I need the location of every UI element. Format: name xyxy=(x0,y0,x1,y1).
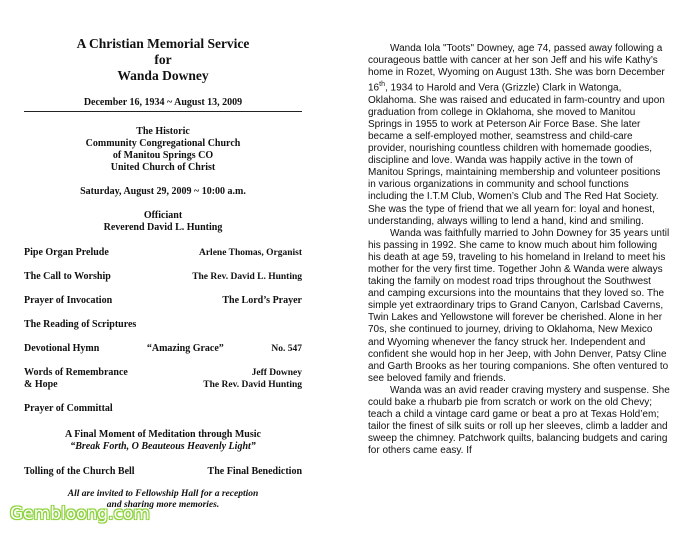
reception-invitation: All are invited to Fellowship Hall for a reception and sharing more memories. xyxy=(67,489,259,510)
hymn-number: No. 547 xyxy=(271,344,302,354)
program-item-scriptures: The Reading of Scriptures xyxy=(24,319,137,330)
officiant: Officiant Reverend David L. Hunting xyxy=(103,210,223,233)
church-name: The Historic Community Congregational Church of Manitou Springs CO United Church of Christ xyxy=(85,126,241,173)
program-item-church-bell: Tolling of the Church Bell The Final Benediction xyxy=(24,466,302,477)
program-title: A Christian Memorial Service for Wanda Downey xyxy=(76,36,250,83)
obituary-paragraph: Wanda Iola "Toots" Downey, age 74, passed away following a courageous battle with cancer at her son Jeff and his wife Kathy’s home in Rozet, Wyoming on August 13th. She was born December 16th, 1934 to Harold and Vera (Grizzle) Clark in Watonga, Oklahoma. She was raised and educated in farm-country and upon graduation from college in Oklahoma, she moved to Manitou Springs in 1955 to work at Peterson Air Force Base. She later became a self-employed mother, seamstress and child-care provider, nourishing countless children with homemade goodies, discipline and love. Wanda was happily active in the town of Manitou Springs, maintaining membership and volunteer positions in various organizations in community and school functions including the I.T.M Club, Women’s Club and The Red Hat Society. She was the type of friend that we all yearn for: loyal and honest, understanding, always willing to lend a hand, kind and smiling. xyxy=(368,43,665,227)
program-item-invocation: Prayer of Invocation The Lord’s Prayer xyxy=(24,295,302,306)
program-item-remembrance: Words of Remembrance & Hope Jeff Downey The Rev. David Hunting xyxy=(24,367,302,390)
obituary-paragraph: Wanda was faithfully married to John Downey for 35 years until his passing in 1992. She came to know much about him following his death at age 59, traveling to his homeland in Ireland to meet his mother for the very first time. Together John & Wanda were always taking the family on modest road trips throughout the Southwest and camping excursions into the mountains that they loved so. The simple yet extraordinary trips to Grand Canyon, Carlsbad Caverns, Twin Lakes and Yellowstone will forever be cherished. Alone in her 70s, she continued to journey, driving to Oklahoma, New Mexico and Wyoming whenever the fancy struck her. Independent and confident she would hop in her Jeep, with John Denver, Patsy Cline and Garth Brooks as her touring companions. She often ventured to see beloved family and friends. xyxy=(368,227,670,384)
hymn-title: “Amazing Grace” xyxy=(146,343,224,354)
service-time: Saturday, August 29, 2009 ~ 10:00 a.m. xyxy=(80,186,246,197)
program-item-call-to-worship: The Call to Worship The Rev. David L. Hunting xyxy=(24,271,302,282)
obituary-text xyxy=(368,43,670,458)
meditation-music: A Final Moment of Meditation through Music “Break Forth, O Beauteous Heavenly Light” xyxy=(65,429,261,452)
obituary-paragraph: Wanda was an avid reader craving mystery and suspense. She could bake a rhubarb pie from scratch or work on the old Chevy; teach a child a vintage card game or beat a pro at Texas Hold’em; tailor the finest of silk suits or roll up her sleeves, climb a ladder and sweep the chimney. Patchwork quilts, balancing budgets and caring for others came easy. If xyxy=(368,384,670,457)
program-item-hymn: Devotional Hymn “Amazing Grace” No. 547 xyxy=(24,343,302,354)
program-item-organ-prelude: Pipe Organ Prelude Arlene Thomas, Organist xyxy=(24,247,302,258)
service-program xyxy=(24,36,302,511)
life-dates: December 16, 1934 ~ August 13, 2009 xyxy=(24,97,302,112)
program-item-committal: Prayer of Committal xyxy=(24,403,113,414)
watermark-logo: Gembloong.com xyxy=(10,504,150,524)
